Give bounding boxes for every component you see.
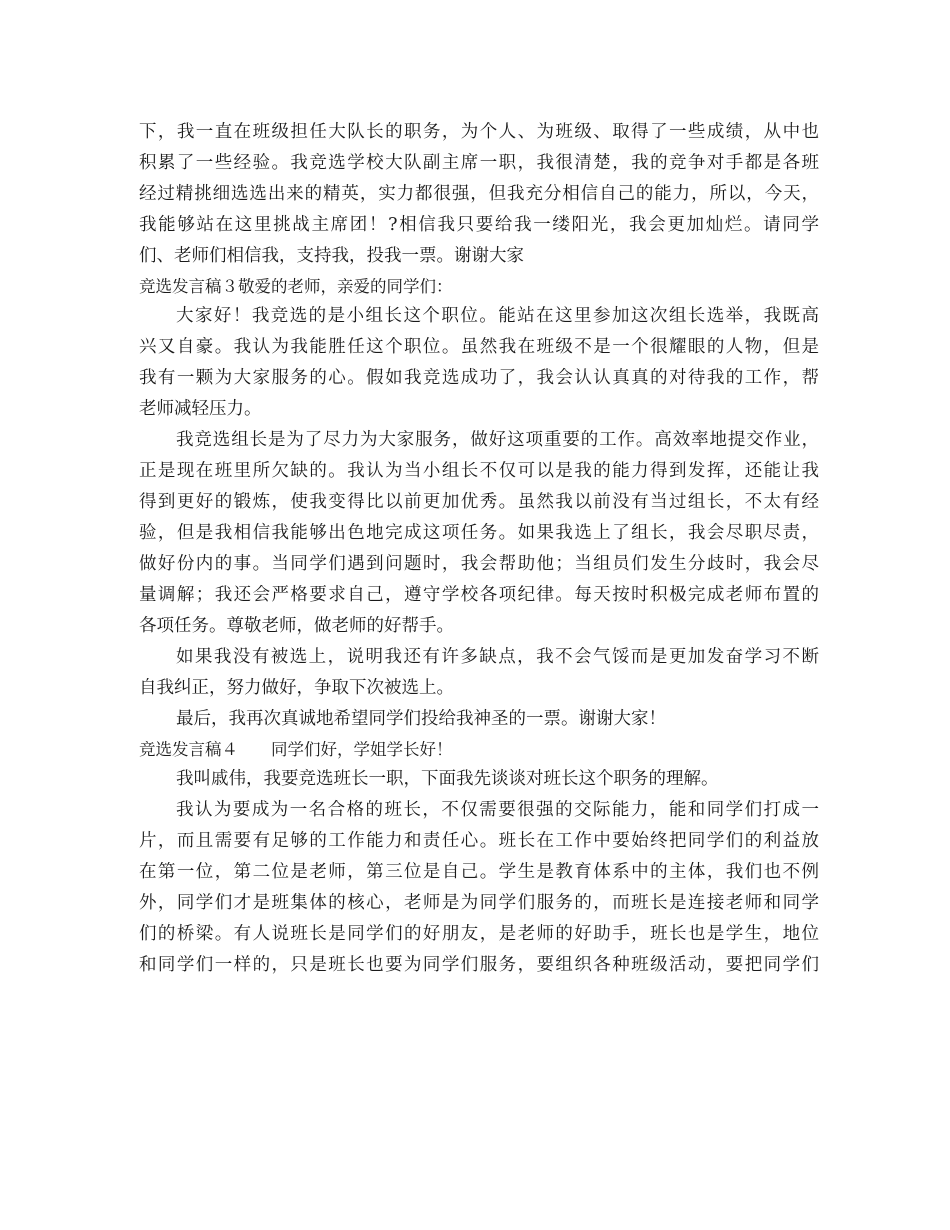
paragraph-line: 最后，我再次真诚地希望同学们投给我神圣的一票。谢谢大家！ bbox=[176, 709, 666, 729]
paragraph-line: 在第一位，第二位是老师，第三位是自己。学生是教育体系中的主体，我们也不例 bbox=[139, 862, 819, 882]
paragraph-line: 兴又自豪。我认为我能胜任这个职位。虽然我在班级不是一个很耀眼的人物，但是 bbox=[139, 337, 819, 357]
paragraph-line: 我竞选组长是为了尽力为大家服务，做好这项重要的工作。高效率地提交作业， bbox=[176, 430, 819, 450]
paragraph-line: 下，我一直在班级担任大队长的职务，为个人、为班级、取得了一些成绩，从中也 bbox=[139, 122, 819, 142]
paragraph-line: 我认为要成为一名合格的班长，不仅需要很强的交际能力，能和同学们打成一 bbox=[176, 800, 819, 820]
paragraph-line: 大家好！我竞选的是小组长这个职位。能站在这里参加这次组长选举，我既高 bbox=[176, 306, 819, 326]
paragraph-line: 自我纠正，努力做好，争取下次被选上。 bbox=[139, 678, 454, 698]
paragraph-line: 我叫戚伟，我要竞选班长一职，下面我先谈谈对班长这个职务的理解。 bbox=[176, 769, 719, 789]
paragraph-line: 们、老师们相信我，支持我，投我一票。谢谢大家 bbox=[139, 246, 524, 266]
paragraph-line: 量调解；我还会严格要求自己，遵守学校各项纪律。每天按时积极完成老师布置的 bbox=[139, 585, 819, 605]
paragraph-line: 得到更好的锻炼，使我变得比以前更加优秀。虽然我以前没有当过组长，不太有经 bbox=[139, 492, 819, 512]
paragraph-line: 验，但是我相信我能够出色地完成这项任务。如果我选上了组长，我会尽职尽责， bbox=[139, 523, 819, 543]
document-body bbox=[139, 117, 819, 981]
paragraph-line: 做好份内的事。当同学们遇到问题时，我会帮助他；当组员们发生分歧时，我会尽 bbox=[139, 554, 819, 574]
paragraph-line: 我能够站在这里挑战主席团！?相信我只要给我一缕阳光，我会更加灿烂。请同学 bbox=[139, 215, 819, 235]
paragraph-line: 外，同学们才是班集体的核心，老师是为同学们服务的，而班长是连接老师和同学 bbox=[139, 893, 819, 913]
paragraph-line: 经过精挑细选选出来的精英，实力都很强，但我充分相信自己的能力，所以，今天， bbox=[139, 184, 819, 204]
paragraph-line: 积累了一些经验。我竞选学校大队副主席一职，我很清楚，我的竞争对手都是各班 bbox=[139, 153, 819, 173]
paragraph-line: 们的桥梁。有人说班长是同学们的好朋友，是老师的好助手，班长也是学生，地位 bbox=[139, 924, 819, 944]
speech-heading-4: 竞选发言稿４ 同学们好，学姐学长好！ bbox=[139, 740, 453, 759]
paragraph-line: 各项任务。尊敬老师，做老师的好帮手。 bbox=[139, 616, 454, 636]
paragraph-line: 老师减轻压力。 bbox=[139, 399, 262, 419]
paragraph-line: 我有一颗为大家服务的心。假如我竞选成功了，我会认认真真的对待我的工作，帮 bbox=[139, 368, 819, 388]
speech-heading-3: 竞选发言稿３敬爱的老师，亲爱的同学们： bbox=[139, 277, 453, 296]
paragraph-line: 正是现在班里所欠缺的。我认为当小组长不仅可以是我的能力得到发挥，还能让我 bbox=[139, 461, 819, 481]
paragraph-line: 如果我没有被选上，说明我还有许多缺点，我不会气馁而是更加发奋学习不断 bbox=[176, 647, 819, 667]
paragraph-line: 片，而且需要有足够的工作能力和责任心。班长在工作中要始终把同学们的利益放 bbox=[139, 831, 819, 851]
paragraph-line: 和同学们一样的，只是班长也要为同学们服务，要组织各种班级活动，要把同学们 bbox=[139, 955, 819, 975]
